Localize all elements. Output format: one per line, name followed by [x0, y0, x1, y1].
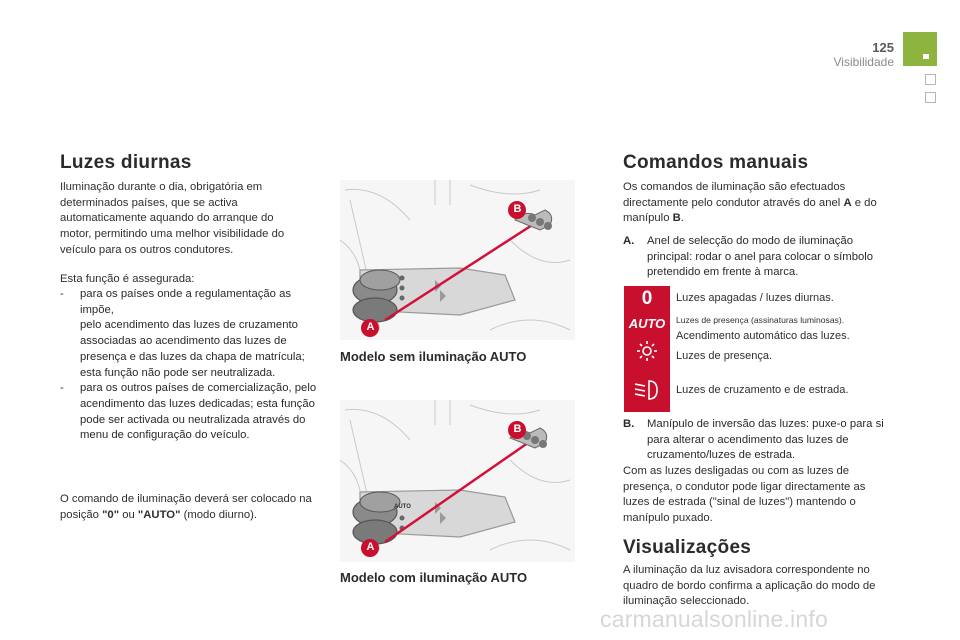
legend-dipped: Luzes de cruzamento e de estrada. [676, 384, 849, 396]
chapter-box-icon [925, 92, 936, 103]
heading-manual-controls: Comandos manuais [623, 152, 809, 173]
list-item-text: para os países onde a regulamentação as impõe, [80, 288, 292, 316]
list-dash: - [60, 382, 64, 395]
position-auto: "AUTO" [137, 508, 181, 521]
ring-ref: A [843, 196, 852, 209]
page-number: 125 [872, 40, 894, 55]
callout-b: B [513, 203, 522, 215]
command-end: (modo diurno). [180, 508, 258, 521]
command-paragraph [60, 492, 322, 523]
stalk-drawing [340, 400, 575, 562]
stalk-drawing [340, 180, 575, 340]
item-b-text: Manípulo de inversão das luzes: puxe-o para si para alterar o acendimento das luzes de cruzamento/luzes de estrada. [647, 418, 884, 462]
section-tab [903, 32, 937, 66]
item-a [623, 234, 885, 281]
auto-symbol: AUTO [628, 316, 666, 331]
heading-displays: Visualizações [623, 537, 752, 558]
flash-paragraph: Com as luzes desligadas ou com as luzes de presença, o condutor pode ligar directamente as luzes de estrada ("sinal de luzes") mantendo o manípulo puxado. [623, 465, 866, 525]
displays-paragraph: A iluminação da luz avisadora correspondente no quadro de bordo confirma a aplicação do modo de iluminação seleccionado. [623, 564, 876, 608]
callout-a: A [366, 321, 375, 333]
controls-intro-end: . [680, 212, 684, 225]
legend-auto: Acendimento automático das luzes. [676, 330, 850, 342]
chapter-box-icon [925, 74, 936, 85]
item-a-label: A. [623, 235, 635, 247]
command-or: ou [119, 508, 138, 521]
list-item [60, 381, 322, 444]
caption-with-auto: Modelo com iluminação AUTO [340, 570, 528, 585]
stalk-ref: B [672, 212, 681, 225]
caption-without-auto: Modelo sem iluminação AUTO [340, 349, 527, 364]
callout-b: B [513, 423, 522, 435]
position-zero: "0" [102, 508, 120, 521]
callout-a: A [366, 541, 375, 553]
legend-presence: Luzes de presença. [676, 350, 773, 362]
sidelights-icon [636, 340, 658, 362]
zero-symbol: 0 [641, 288, 653, 309]
section-title: Visibilidade [833, 55, 894, 69]
section-tab-marker [923, 54, 929, 59]
heading-daytime-lights: Luzes diurnas [60, 152, 192, 173]
item-b [623, 417, 885, 464]
controls-intro-text: Os comandos de iluminação são efectuados directamente pelo condutor através do anel [623, 181, 846, 209]
symbol-panel [624, 286, 670, 412]
command-text: O comando de iluminação deverá ser colocado na posição [60, 493, 312, 521]
legend-off: Luzes apagadas / luzes diurnas. [676, 292, 834, 304]
auto-mark: AUTO [394, 504, 411, 510]
watermark: carmanualsonline.info [600, 606, 828, 632]
list-item-continuation: pelo acendimento das luzes de cruzamento associadas ao acendimento das luzes de presença e das luzes da chapa de matrícula; esta função não pode ser neutralizada. [80, 319, 305, 379]
list-item [60, 287, 322, 381]
controls-intro [623, 180, 891, 227]
dipped-beam-icon [633, 378, 661, 402]
list-item-text: para os outros países de comercialização, pelo acendimento das luzes dedicadas; esta função pode ser activada ou neutralizada através do menu de configuração do veículo. [80, 382, 317, 442]
item-b-label: B. [623, 418, 635, 430]
legend-signature: Luzes de presença (assinaturas luminosas). [676, 315, 845, 325]
item-a-text: Anel de selecção do modo de iluminação principal: rodar o anel para colocar o símbolo pretendido em frente à marca. [647, 235, 874, 279]
assured-paragraph: Esta função é assegurada: [60, 273, 195, 285]
controls-intro-mid: e do manípulo [623, 196, 877, 225]
conditions-list [60, 287, 322, 444]
illustration-stalk-with-auto [340, 400, 575, 562]
list-dash: - [60, 288, 64, 300]
illustration-stalk-without-auto [340, 180, 575, 340]
intro-paragraph: Iluminação durante o dia, obrigatória em determinados países, que se activa automaticamente aquando do arranque do motor, permitindo uma melhor visibilidade do veículo para os outros condutores. [60, 181, 285, 256]
